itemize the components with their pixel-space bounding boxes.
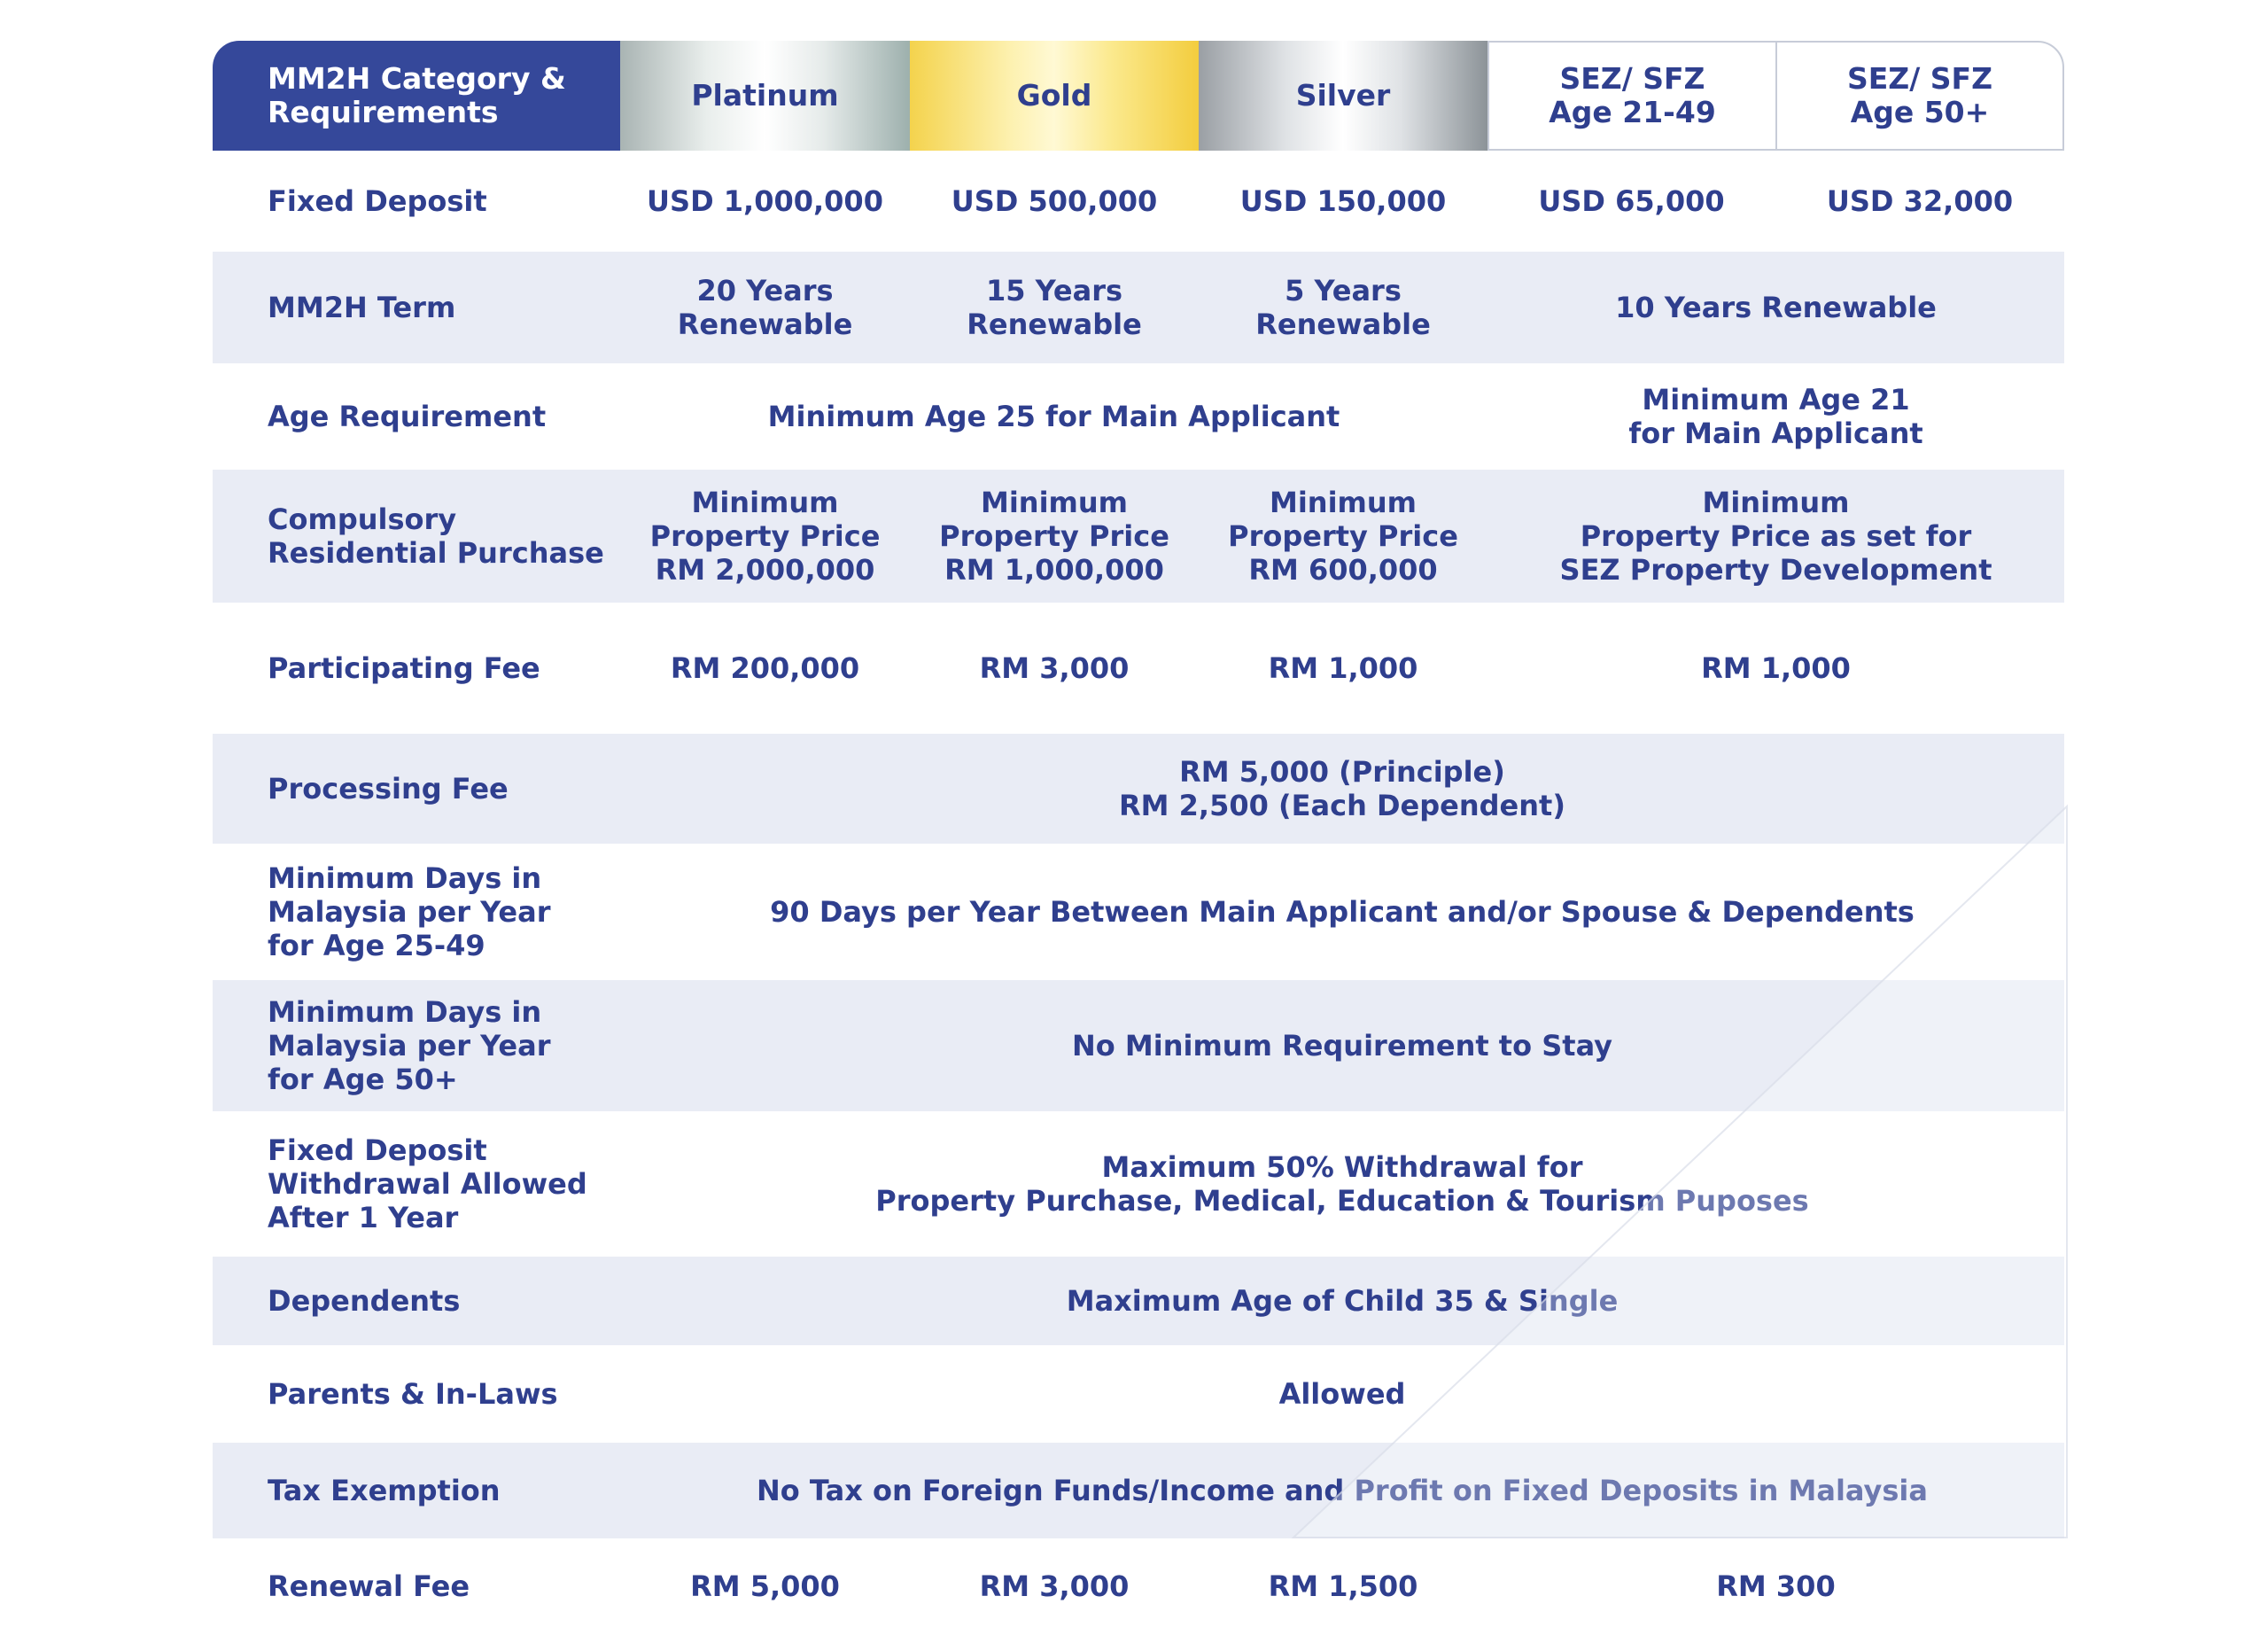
row-parents-in-laws xyxy=(213,1345,2064,1443)
cell-all: No Minimum Requirement to Stay xyxy=(1071,1029,1613,1063)
cell-silver: RM 1,500 xyxy=(1268,1569,1418,1603)
cell-platinum: USD 1,000,000 xyxy=(647,184,883,218)
mm2h-comparison-table xyxy=(213,41,2064,1634)
cell-sez: RM 1,000 xyxy=(1701,651,1851,685)
cell-gold: RM 3,000 xyxy=(979,1569,1130,1603)
header-category: MM2H Category & Requirements xyxy=(213,41,620,151)
row-label: Fixed Deposit xyxy=(268,184,487,218)
cell-platinum: RM 200,000 xyxy=(670,651,860,685)
row-age-requirement xyxy=(213,363,2064,470)
row-label: Tax Exemption xyxy=(268,1474,501,1507)
row-label: Age Requirement xyxy=(268,400,547,433)
table-header xyxy=(213,41,2064,151)
row-fd-withdrawal xyxy=(213,1111,2064,1257)
row-processing-fee xyxy=(213,734,2064,844)
header-platinum: Platinum xyxy=(620,41,910,151)
row-label: Minimum Days in Malaysia per Year for Age 25-49 xyxy=(268,861,551,962)
cell-sez-50: USD 32,000 xyxy=(1826,184,2014,218)
cell-sez: Minimum Property Price as set for SEZ Property Development xyxy=(1559,486,1992,587)
header-silver: Silver xyxy=(1199,41,1487,151)
row-dependents xyxy=(213,1257,2064,1345)
row-label: Minimum Days in Malaysia per Year for Age 50+ xyxy=(268,995,551,1096)
header-gold: Gold xyxy=(910,41,1199,151)
row-label: MM2H Term xyxy=(268,291,456,324)
row-residential-purchase xyxy=(213,470,2064,603)
row-fixed-deposit xyxy=(213,151,2064,252)
header-sez-50: SEZ/ SFZ Age 50+ xyxy=(1775,41,2064,151)
cell-main-categories: Minimum Age 25 for Main Applicant xyxy=(767,400,1340,433)
cell-platinum: Minimum Property Price RM 2,000,000 xyxy=(649,486,881,587)
row-renewal-fee xyxy=(213,1538,2064,1634)
cell-sez: Minimum Age 21 for Main Applicant xyxy=(1628,383,1923,450)
cell-gold: RM 3,000 xyxy=(979,651,1130,685)
row-label: Compulsory Residential Purchase xyxy=(268,502,604,570)
cell-platinum: RM 5,000 xyxy=(690,1569,840,1603)
row-label: Fixed Deposit Withdrawal Allowed After 1 Year xyxy=(268,1133,587,1234)
cell-all: No Tax on Foreign Funds/Income and Profit on Fixed Deposits in Malaysia xyxy=(757,1474,1928,1507)
row-tax-exemption xyxy=(213,1443,2064,1538)
row-min-days-25-49 xyxy=(213,844,2064,980)
row-label: Participating Fee xyxy=(268,651,540,685)
cell-platinum: 20 Years Renewable xyxy=(677,274,853,341)
row-label: Renewal Fee xyxy=(268,1569,470,1603)
cell-all: Allowed xyxy=(1278,1377,1406,1411)
cell-silver: 5 Years Renewable xyxy=(1255,274,1431,341)
row-min-days-50 xyxy=(213,980,2064,1111)
row-label: Processing Fee xyxy=(268,772,509,806)
cell-all: RM 5,000 (Principle) RM 2,500 (Each Dependent) xyxy=(1119,755,1565,822)
cell-sez: RM 300 xyxy=(1716,1569,1836,1603)
row-label: Parents & In-Laws xyxy=(268,1377,558,1411)
row-label: Dependents xyxy=(268,1284,461,1318)
cell-silver: USD 150,000 xyxy=(1239,184,1447,218)
cell-sez: 10 Years Renewable xyxy=(1615,291,1937,324)
cell-all: Maximum 50% Withdrawal for Property Purchase, Medical, Education & Tourism Puposes xyxy=(875,1150,1809,1218)
cell-gold: 15 Years Renewable xyxy=(967,274,1142,341)
row-participating-fee xyxy=(213,603,2064,734)
cell-all: Maximum Age of Child 35 & Single xyxy=(1066,1284,1619,1318)
cell-gold: USD 500,000 xyxy=(951,184,1158,218)
cell-silver: Minimum Property Price RM 600,000 xyxy=(1228,486,1458,587)
cell-all: 90 Days per Year Between Main Applicant and/or Spouse & Dependents xyxy=(770,895,1915,929)
row-term xyxy=(213,252,2064,363)
header-sez-21-49: SEZ/ SFZ Age 21-49 xyxy=(1487,41,1775,151)
cell-sez-21-49: USD 65,000 xyxy=(1538,184,1725,218)
cell-silver: RM 1,000 xyxy=(1268,651,1418,685)
cell-gold: Minimum Property Price RM 1,000,000 xyxy=(939,486,1169,587)
